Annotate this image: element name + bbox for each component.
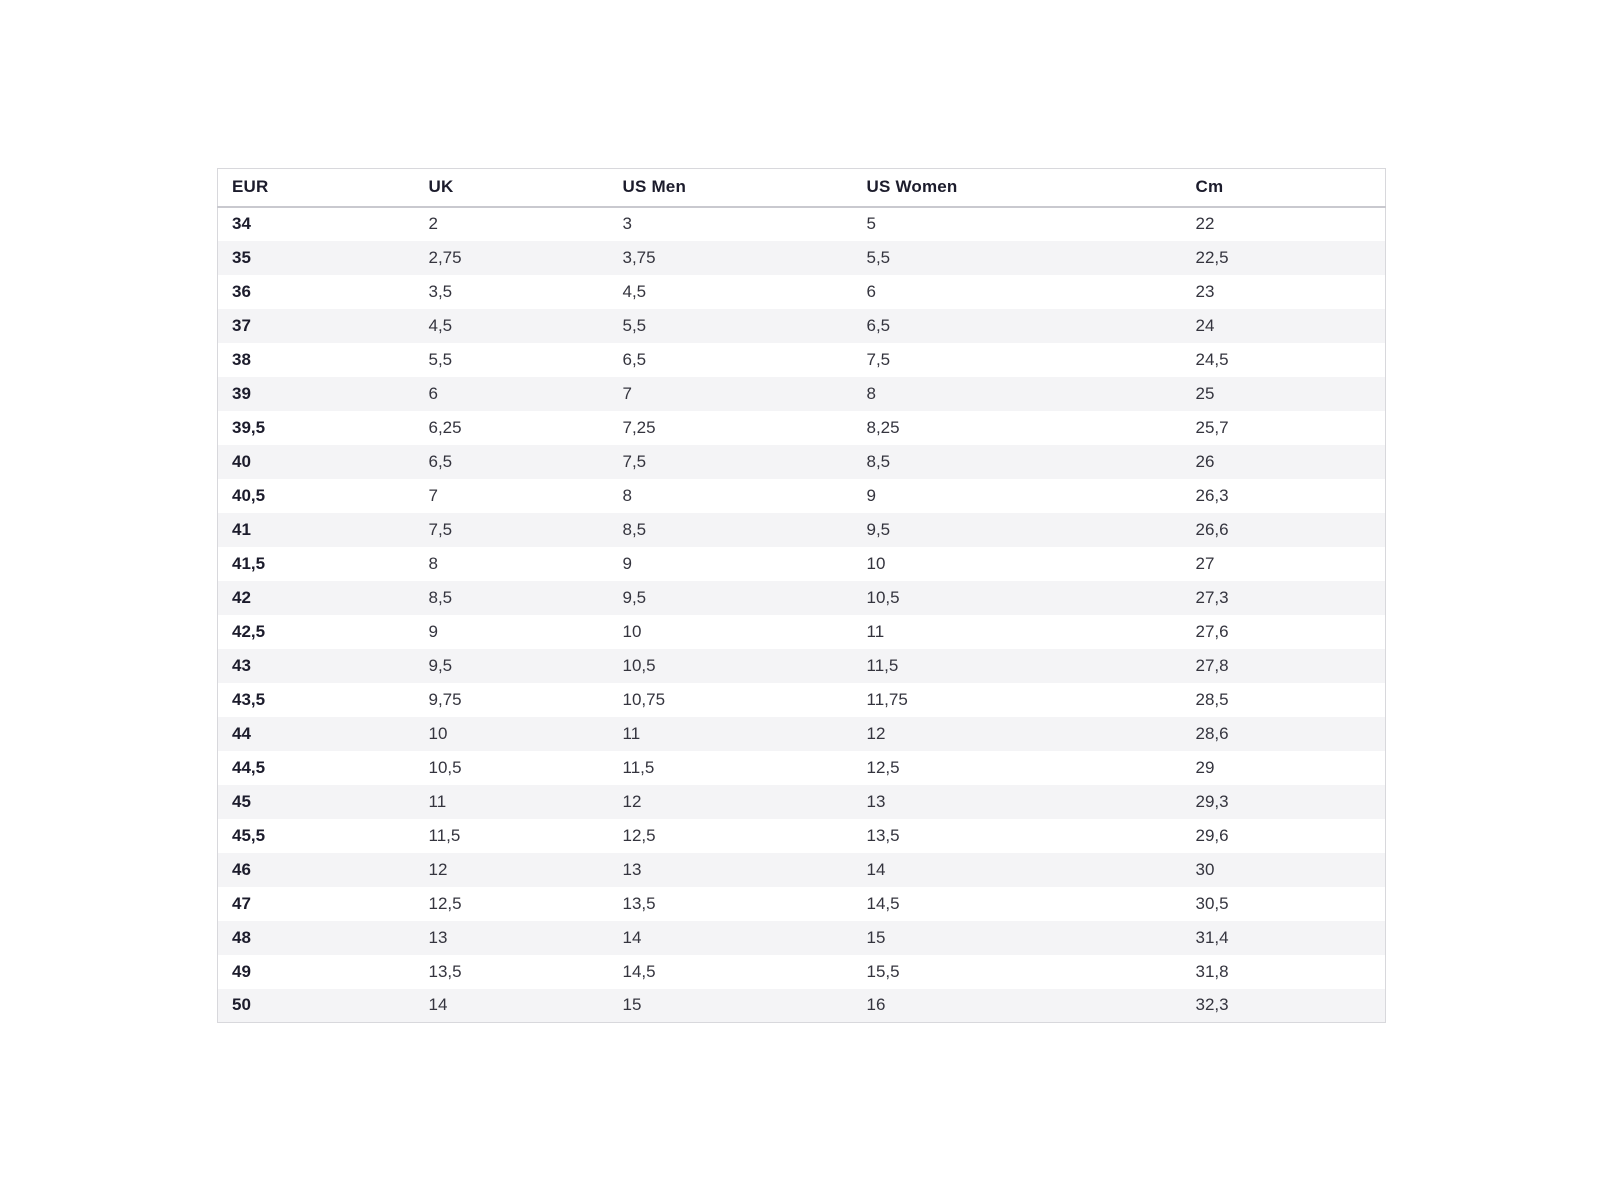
table-cell-us-women: 9 bbox=[866, 485, 876, 505]
table-cell-uk: 11 bbox=[428, 791, 447, 811]
table-cell-cm: 31,8 bbox=[1195, 961, 1229, 981]
table-row bbox=[218, 309, 1386, 343]
column-header-cm: Cm bbox=[1195, 177, 1224, 197]
table-cell-us-women: 15 bbox=[866, 927, 886, 947]
table-cell-us-women: 8 bbox=[866, 383, 876, 403]
table-cell-uk: 7 bbox=[428, 485, 438, 505]
table-cell-us-men: 8 bbox=[622, 485, 632, 505]
table-cell-us-women: 5 bbox=[866, 214, 876, 233]
column-header-us-men: US Men bbox=[622, 177, 687, 197]
table-cell-uk: 6 bbox=[428, 383, 438, 403]
table-cell-cm: 24 bbox=[1195, 315, 1215, 335]
table-cell-eur: 46 bbox=[232, 859, 251, 879]
table-body bbox=[218, 207, 1386, 1023]
table-row bbox=[218, 241, 1386, 275]
table-cell-cm: 30,5 bbox=[1195, 893, 1229, 913]
table-row bbox=[218, 343, 1386, 377]
table-cell-cm: 32,3 bbox=[1195, 995, 1229, 1015]
table-cell-us-men: 11 bbox=[622, 723, 641, 743]
table-cell-us-women: 16 bbox=[866, 995, 886, 1015]
table-cell-us-women: 11,5 bbox=[866, 655, 899, 675]
table-cell-cm: 27 bbox=[1195, 553, 1215, 573]
table-cell-us-women: 14 bbox=[866, 859, 886, 879]
column-header-eur: EUR bbox=[232, 177, 269, 197]
table-cell-uk: 13 bbox=[428, 927, 448, 947]
column-header-us-women: US Women bbox=[866, 177, 958, 197]
table-cell-us-men: 10 bbox=[622, 621, 642, 641]
table-row bbox=[218, 649, 1386, 683]
table-cell-uk: 13,5 bbox=[428, 961, 462, 981]
table-cell-uk: 7,5 bbox=[428, 519, 453, 539]
table-cell-uk: 9 bbox=[428, 621, 438, 641]
table-cell-eur: 40,5 bbox=[232, 485, 266, 505]
table-cell-cm: 25 bbox=[1195, 383, 1215, 403]
table-cell-uk: 14 bbox=[428, 995, 448, 1015]
table-cell-us-men: 5,5 bbox=[622, 315, 647, 335]
table-cell-cm: 30 bbox=[1195, 859, 1215, 879]
table-cell-cm: 26,3 bbox=[1195, 485, 1229, 505]
table-cell-eur: 40 bbox=[232, 451, 251, 471]
table-cell-us-men: 9,5 bbox=[622, 587, 647, 607]
table-cell-uk: 12,5 bbox=[428, 893, 462, 913]
table-cell-eur: 49 bbox=[232, 961, 251, 981]
table-row bbox=[218, 615, 1386, 649]
table-row bbox=[218, 683, 1386, 717]
table-cell-us-women: 15,5 bbox=[866, 961, 900, 981]
table-cell-eur: 44 bbox=[232, 723, 251, 743]
table-cell-us-men: 14 bbox=[622, 927, 642, 947]
table-cell-eur: 41 bbox=[232, 519, 251, 539]
table-cell-uk: 3,5 bbox=[428, 281, 453, 301]
table-cell-us-women: 11,75 bbox=[866, 689, 908, 709]
table-row bbox=[218, 819, 1386, 853]
table-row bbox=[218, 921, 1386, 955]
table-cell-eur: 38 bbox=[232, 349, 251, 369]
table-cell-eur: 41,5 bbox=[232, 553, 266, 573]
table-cell-cm: 23 bbox=[1195, 281, 1215, 301]
table-cell-cm: 31,4 bbox=[1195, 927, 1229, 947]
table-cell-us-women: 6 bbox=[866, 281, 876, 301]
table-cell-uk: 6,5 bbox=[428, 451, 453, 471]
shoe-size-conversion-table bbox=[217, 168, 1386, 1023]
table-cell-eur: 42,5 bbox=[232, 621, 266, 641]
table-cell-uk: 8 bbox=[428, 553, 438, 573]
table-cell-eur: 43,5 bbox=[232, 689, 266, 709]
table-cell-us-women: 10,5 bbox=[866, 587, 900, 607]
table-cell-cm: 22 bbox=[1195, 214, 1215, 233]
table-cell-eur: 39 bbox=[232, 383, 251, 403]
table-row bbox=[218, 717, 1386, 751]
table-cell-eur: 36 bbox=[232, 281, 251, 301]
table-cell-cm: 24,5 bbox=[1195, 349, 1229, 369]
table-cell-cm: 28,5 bbox=[1195, 689, 1229, 709]
table-cell-cm: 27,6 bbox=[1195, 621, 1229, 641]
table-cell-eur: 45,5 bbox=[232, 825, 266, 845]
table-cell-eur: 45 bbox=[232, 791, 251, 811]
table-cell-uk: 6,25 bbox=[428, 417, 462, 437]
table-cell-cm: 29,3 bbox=[1195, 791, 1229, 811]
table-cell-eur: 35 bbox=[232, 247, 251, 267]
table-row bbox=[218, 785, 1386, 819]
table-cell-us-men: 13 bbox=[622, 859, 642, 879]
table-cell-eur: 42 bbox=[232, 587, 251, 607]
table-cell-us-women: 13,5 bbox=[866, 825, 900, 845]
table-cell-us-men: 4,5 bbox=[622, 281, 647, 301]
table-row bbox=[218, 479, 1386, 513]
table-cell-us-men: 7,25 bbox=[622, 417, 656, 437]
table-row bbox=[218, 207, 1386, 241]
table-cell-eur: 47 bbox=[232, 893, 251, 913]
table-cell-uk: 2 bbox=[428, 214, 438, 233]
table-cell-uk: 9,5 bbox=[428, 655, 453, 675]
table-row bbox=[218, 887, 1386, 921]
table-cell-cm: 29,6 bbox=[1195, 825, 1229, 845]
table-cell-us-women: 6,5 bbox=[866, 315, 891, 335]
table-row bbox=[218, 513, 1386, 547]
table-cell-us-men: 3 bbox=[622, 214, 632, 233]
table-cell-us-men: 13,5 bbox=[622, 893, 656, 913]
table-cell-uk: 11,5 bbox=[428, 825, 461, 845]
table-cell-uk: 4,5 bbox=[428, 315, 453, 335]
table-header-row bbox=[218, 169, 1386, 207]
table-cell-eur: 34 bbox=[232, 214, 251, 233]
table-cell-cm: 22,5 bbox=[1195, 247, 1229, 267]
table-row bbox=[218, 445, 1386, 479]
table-cell-us-men: 3,75 bbox=[622, 247, 656, 267]
table-cell-eur: 44,5 bbox=[232, 757, 266, 777]
table-cell-cm: 28,6 bbox=[1195, 723, 1229, 743]
table-cell-us-men: 12,5 bbox=[622, 825, 656, 845]
table-cell-uk: 2,75 bbox=[428, 247, 462, 267]
table-cell-us-women: 14,5 bbox=[866, 893, 900, 913]
table-cell-us-men: 6,5 bbox=[622, 349, 647, 369]
table-cell-us-men: 12 bbox=[622, 791, 642, 811]
table-row bbox=[218, 377, 1386, 411]
table-cell-us-women: 12 bbox=[866, 723, 886, 743]
table-cell-us-women: 13 bbox=[866, 791, 886, 811]
table-cell-eur: 37 bbox=[232, 315, 251, 335]
table-cell-cm: 27,3 bbox=[1195, 587, 1229, 607]
table-cell-uk: 8,5 bbox=[428, 587, 453, 607]
table-row bbox=[218, 275, 1386, 309]
table-cell-uk: 5,5 bbox=[428, 349, 453, 369]
table-cell-uk: 12 bbox=[428, 859, 448, 879]
table-row bbox=[218, 547, 1386, 581]
table-cell-eur: 50 bbox=[232, 995, 251, 1015]
table-cell-us-men: 15 bbox=[622, 995, 642, 1015]
table-cell-us-men: 10,75 bbox=[622, 689, 666, 709]
table-cell-us-men: 7,5 bbox=[622, 451, 647, 471]
table-cell-us-men: 9 bbox=[622, 553, 632, 573]
table-cell-us-women: 8,5 bbox=[866, 451, 891, 471]
table-cell-eur: 48 bbox=[232, 927, 251, 947]
table-row bbox=[218, 955, 1386, 989]
table-cell-cm: 26 bbox=[1195, 451, 1215, 471]
table-cell-us-women: 7,5 bbox=[866, 349, 891, 369]
table-cell-cm: 26,6 bbox=[1195, 519, 1229, 539]
table-cell-uk: 10,5 bbox=[428, 757, 462, 777]
table-cell-cm: 29 bbox=[1195, 757, 1215, 777]
table-cell-cm: 25,7 bbox=[1195, 417, 1229, 437]
table-cell-us-men: 7 bbox=[622, 383, 632, 403]
table-cell-us-women: 5,5 bbox=[866, 247, 891, 267]
table-row bbox=[218, 581, 1386, 615]
table-cell-uk: 9,75 bbox=[428, 689, 462, 709]
table-row bbox=[218, 751, 1386, 785]
table-cell-eur: 43 bbox=[232, 655, 251, 675]
table-row bbox=[218, 989, 1386, 1023]
table-cell-cm: 27,8 bbox=[1195, 655, 1229, 675]
table-cell-us-women: 8,25 bbox=[866, 417, 900, 437]
table-cell-eur: 39,5 bbox=[232, 417, 266, 437]
table-cell-us-men: 8,5 bbox=[622, 519, 647, 539]
table-cell-us-women: 10 bbox=[866, 553, 886, 573]
table-cell-uk: 10 bbox=[428, 723, 448, 743]
table-cell-us-men: 11,5 bbox=[622, 757, 655, 777]
table-cell-us-women: 9,5 bbox=[866, 519, 891, 539]
table-row bbox=[218, 853, 1386, 887]
table-cell-us-men: 10,5 bbox=[622, 655, 656, 675]
table-cell-us-women: 12,5 bbox=[866, 757, 900, 777]
column-header-uk: UK bbox=[428, 177, 454, 197]
table-row bbox=[218, 411, 1386, 445]
table-cell-us-women: 11 bbox=[866, 621, 885, 641]
table-cell-us-men: 14,5 bbox=[622, 961, 656, 981]
